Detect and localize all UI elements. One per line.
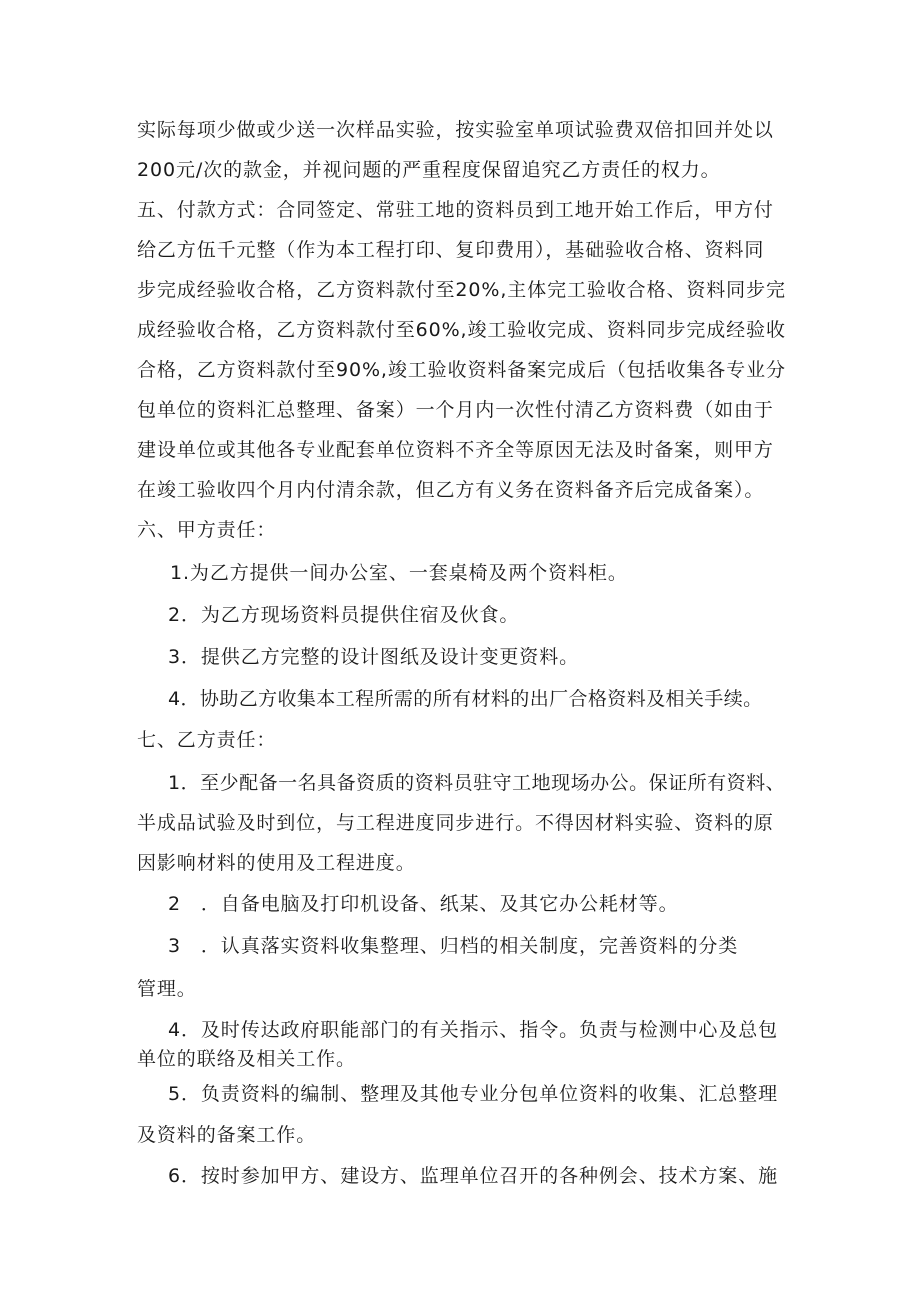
- text-line: 包单位的资料汇总整理、备案）一个月内一次性付清乙方资料费（如由于: [137, 399, 774, 421]
- text-line: 合格，乙方资料款付至90%,竣工验收资料备案完成后（包括收集各专业分: [137, 359, 786, 381]
- text-line: 给乙方伍千元整（作为本工程打印、复印费用），基础验收合格、资料同: [137, 239, 765, 261]
- list-item: 2 ．自备电脑及打印机设备、纸某、及其它办公耗材等。: [168, 893, 679, 915]
- text-line: 及资料的备案工作。: [137, 1124, 317, 1146]
- text-line: 半成品试验及时到位，与工程进度同步进行。不得因材料实验、资料的原: [137, 812, 774, 834]
- list-item: 6．按时参加甲方、建设方、监理单位召开的各种例会、技术方案、施: [168, 1165, 778, 1187]
- list-item: 4．协助乙方收集本工程所需的所有材料的出厂合格资料及相关手续。: [168, 688, 763, 710]
- section-heading-party-b: 七、乙方责任：: [137, 729, 277, 751]
- section-heading-party-a: 六、甲方责任：: [137, 519, 277, 541]
- list-item: 2．为乙方现场资料员提供住宿及伙食。: [168, 604, 520, 626]
- text-line: 实际每项少做或少送一次样品实验，按实验室单项试验费双倍扣回并处以: [137, 119, 774, 141]
- text-line: 成经验收合格，乙方资料款付至60%,竣工验收完成、资料同步完成经验收: [137, 319, 786, 341]
- text-line: 管理。: [137, 978, 197, 1000]
- text-line: 因影响材料的使用及工程进度。: [137, 852, 416, 874]
- text-line: 在竣工验收四个月内付清余款，但乙方有义务在资料备齐后完成备案）。: [137, 479, 765, 501]
- section-heading-payment: 五、付款方式：合同签定、常驻工地的资料员到工地开始工作后，甲方付: [137, 199, 774, 221]
- list-item: 1.为乙方提供一间办公室、一套桌椅及两个资料柜。: [170, 562, 628, 584]
- text-line: 单位的联络及相关工作。: [137, 1048, 356, 1070]
- list-item: 4．及时传达政府职能部门的有关指示、指令。负责与检测中心及总包: [168, 1019, 778, 1041]
- list-item: 3．提供乙方完整的设计图纸及设计变更资料。: [168, 646, 579, 668]
- list-item: 3 ．认真落实资料收集整理、归档的相关制度，完善资料的分类: [168, 935, 739, 957]
- text-line: 200元/次的款金，并视问题的严重程度保留追究乙方责任的权力。: [137, 159, 721, 181]
- list-item: 1．至少配备一名具备资质的资料员驻守工地现场办公。保证所有资料、: [168, 772, 786, 794]
- list-item: 5．负责资料的编制、整理及其他专业分包单位资料的收集、汇总整理: [168, 1083, 778, 1105]
- text-line: 建设单位或其他各专业配套单位资料不齐全等原因无法及时备案，则甲方: [137, 439, 774, 461]
- text-line: 步完成经验收合格，乙方资料款付至20%,主体完工验收合格、资料同步完: [137, 279, 786, 301]
